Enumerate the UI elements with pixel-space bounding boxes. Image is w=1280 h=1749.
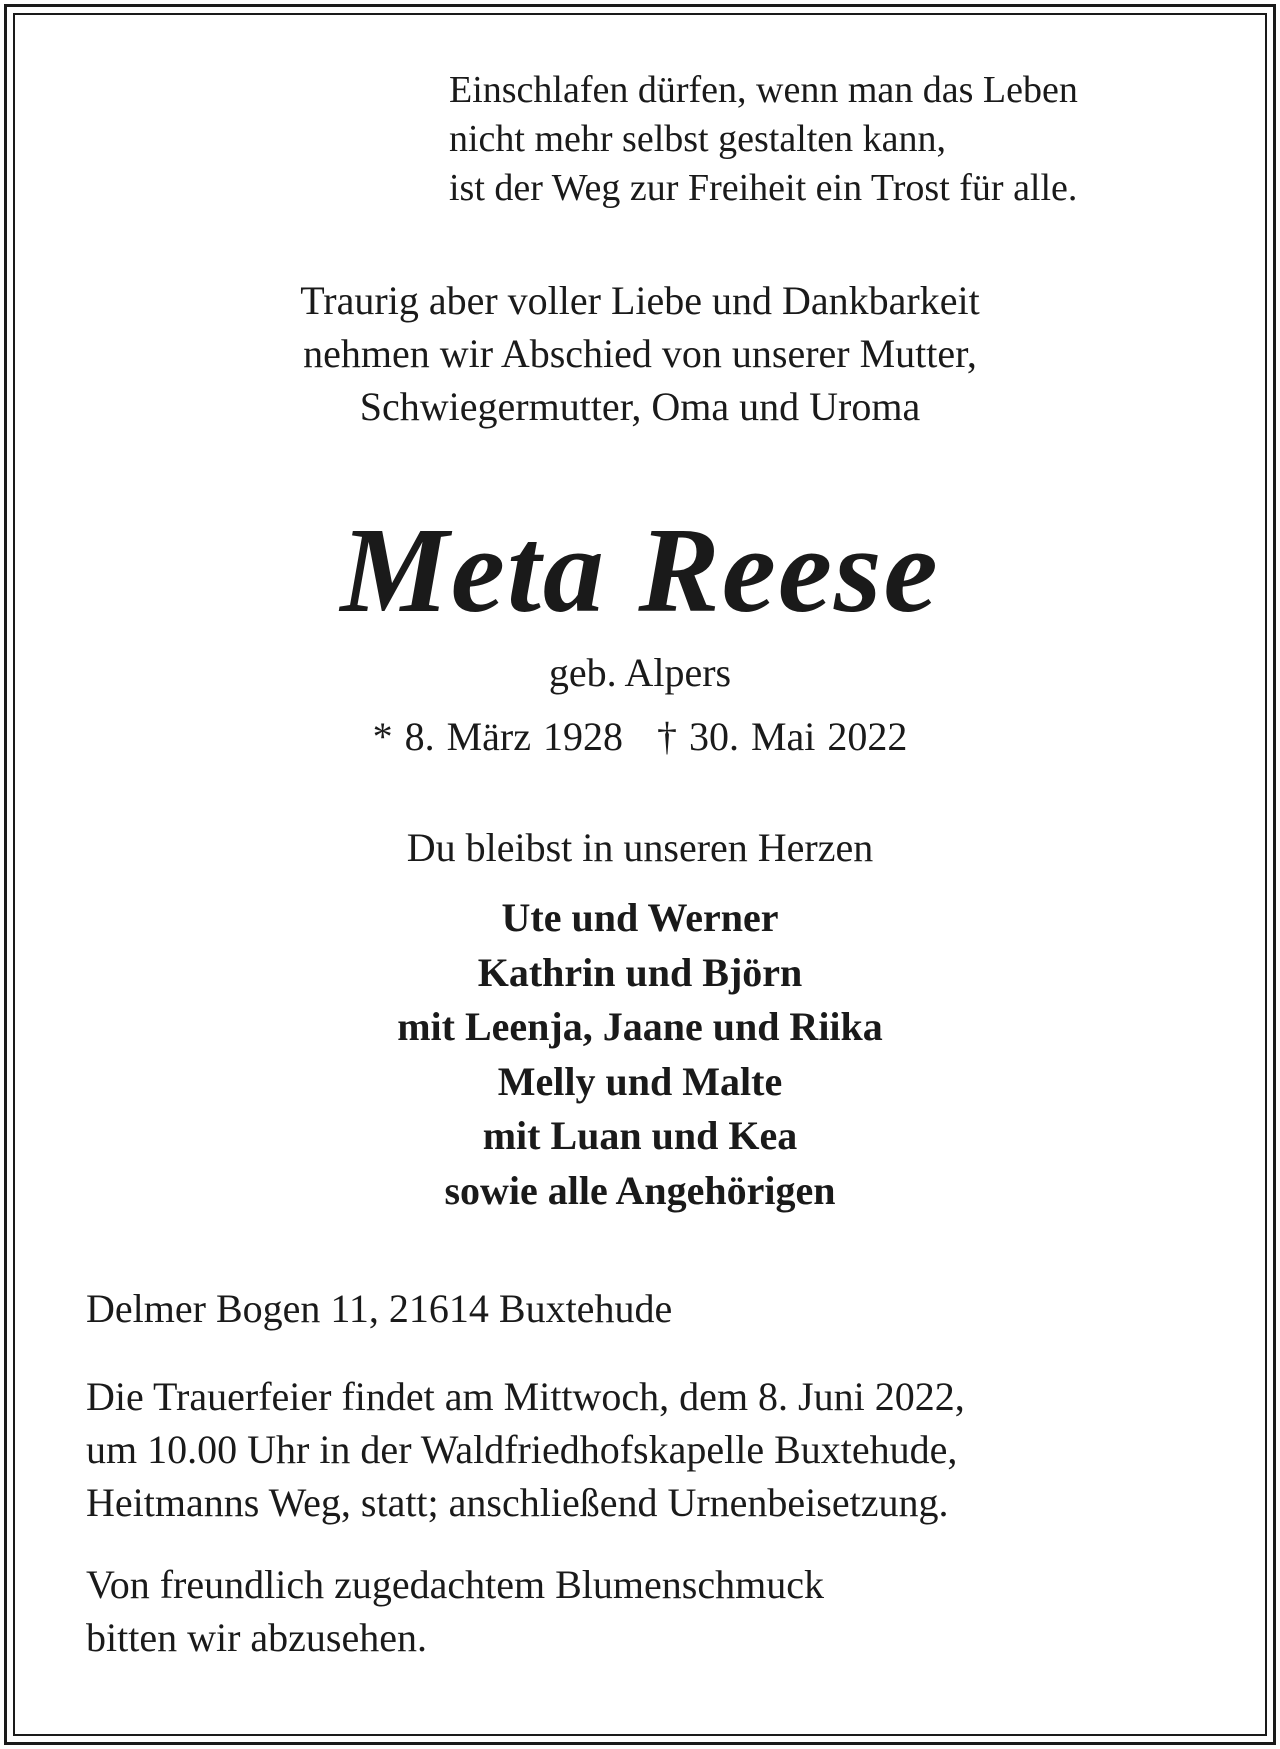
family-member: Ute und Werner: [501, 895, 779, 940]
deceased-name: Meta Reese: [340, 503, 940, 638]
family-member: mit Luan und Kea: [482, 1113, 798, 1158]
service-line: um 10.00 Uhr in der Waldfriedhofskapelle Buxtehude,: [86, 1427, 958, 1472]
intro-line: nehmen wir Abschied von unserer Mutter,: [303, 331, 977, 376]
life-dates: [0, 712, 1280, 762]
birth-date: * 8. März 1928: [372, 714, 623, 759]
farewell-line: Du bleibst in unseren Herzen: [406, 825, 874, 870]
service-details: [86, 1370, 965, 1529]
maiden-name: geb. Alpers: [548, 650, 732, 695]
death-date: † 30. Mai 2022: [656, 714, 908, 759]
family-member: Melly und Malte: [497, 1058, 783, 1104]
family-member: Kathrin und Björn: [477, 949, 803, 995]
motto-line: Einschlafen dürfen, wenn man das Leben: [449, 69, 1078, 111]
intro-line: Schwiegermutter, Oma und Uroma: [359, 384, 921, 429]
flowers-note: [86, 1558, 824, 1664]
flowers-line: bitten wir abzusehen.: [86, 1615, 427, 1660]
motto-line: nicht mehr selbst gestalten kann,: [449, 118, 947, 160]
service-line: Heitmanns Weg, statt; anschließend Urnenbeisetzung.: [86, 1480, 949, 1525]
intro-line: Traurig aber voller Liebe und Dankbarkeit: [300, 278, 980, 323]
family-member: sowie alle Angehörigen: [444, 1167, 836, 1213]
flowers-line: Von freundlich zugedachtem Blumenschmuck: [86, 1562, 824, 1607]
motto-line: ist der Weg zur Freiheit ein Trost für alle.: [449, 167, 1078, 209]
family-signatures: [0, 891, 1280, 1218]
motto-verse: [449, 66, 1078, 213]
service-line: Die Trauerfeier findet am Mittwoch, dem 8. Juni 2022,: [86, 1374, 965, 1419]
address: Delmer Bogen 11, 21614 Buxtehude: [86, 1286, 673, 1331]
intro-text: [0, 274, 1280, 433]
family-member: mit Leenja, Jaane und Riika: [397, 1004, 883, 1049]
